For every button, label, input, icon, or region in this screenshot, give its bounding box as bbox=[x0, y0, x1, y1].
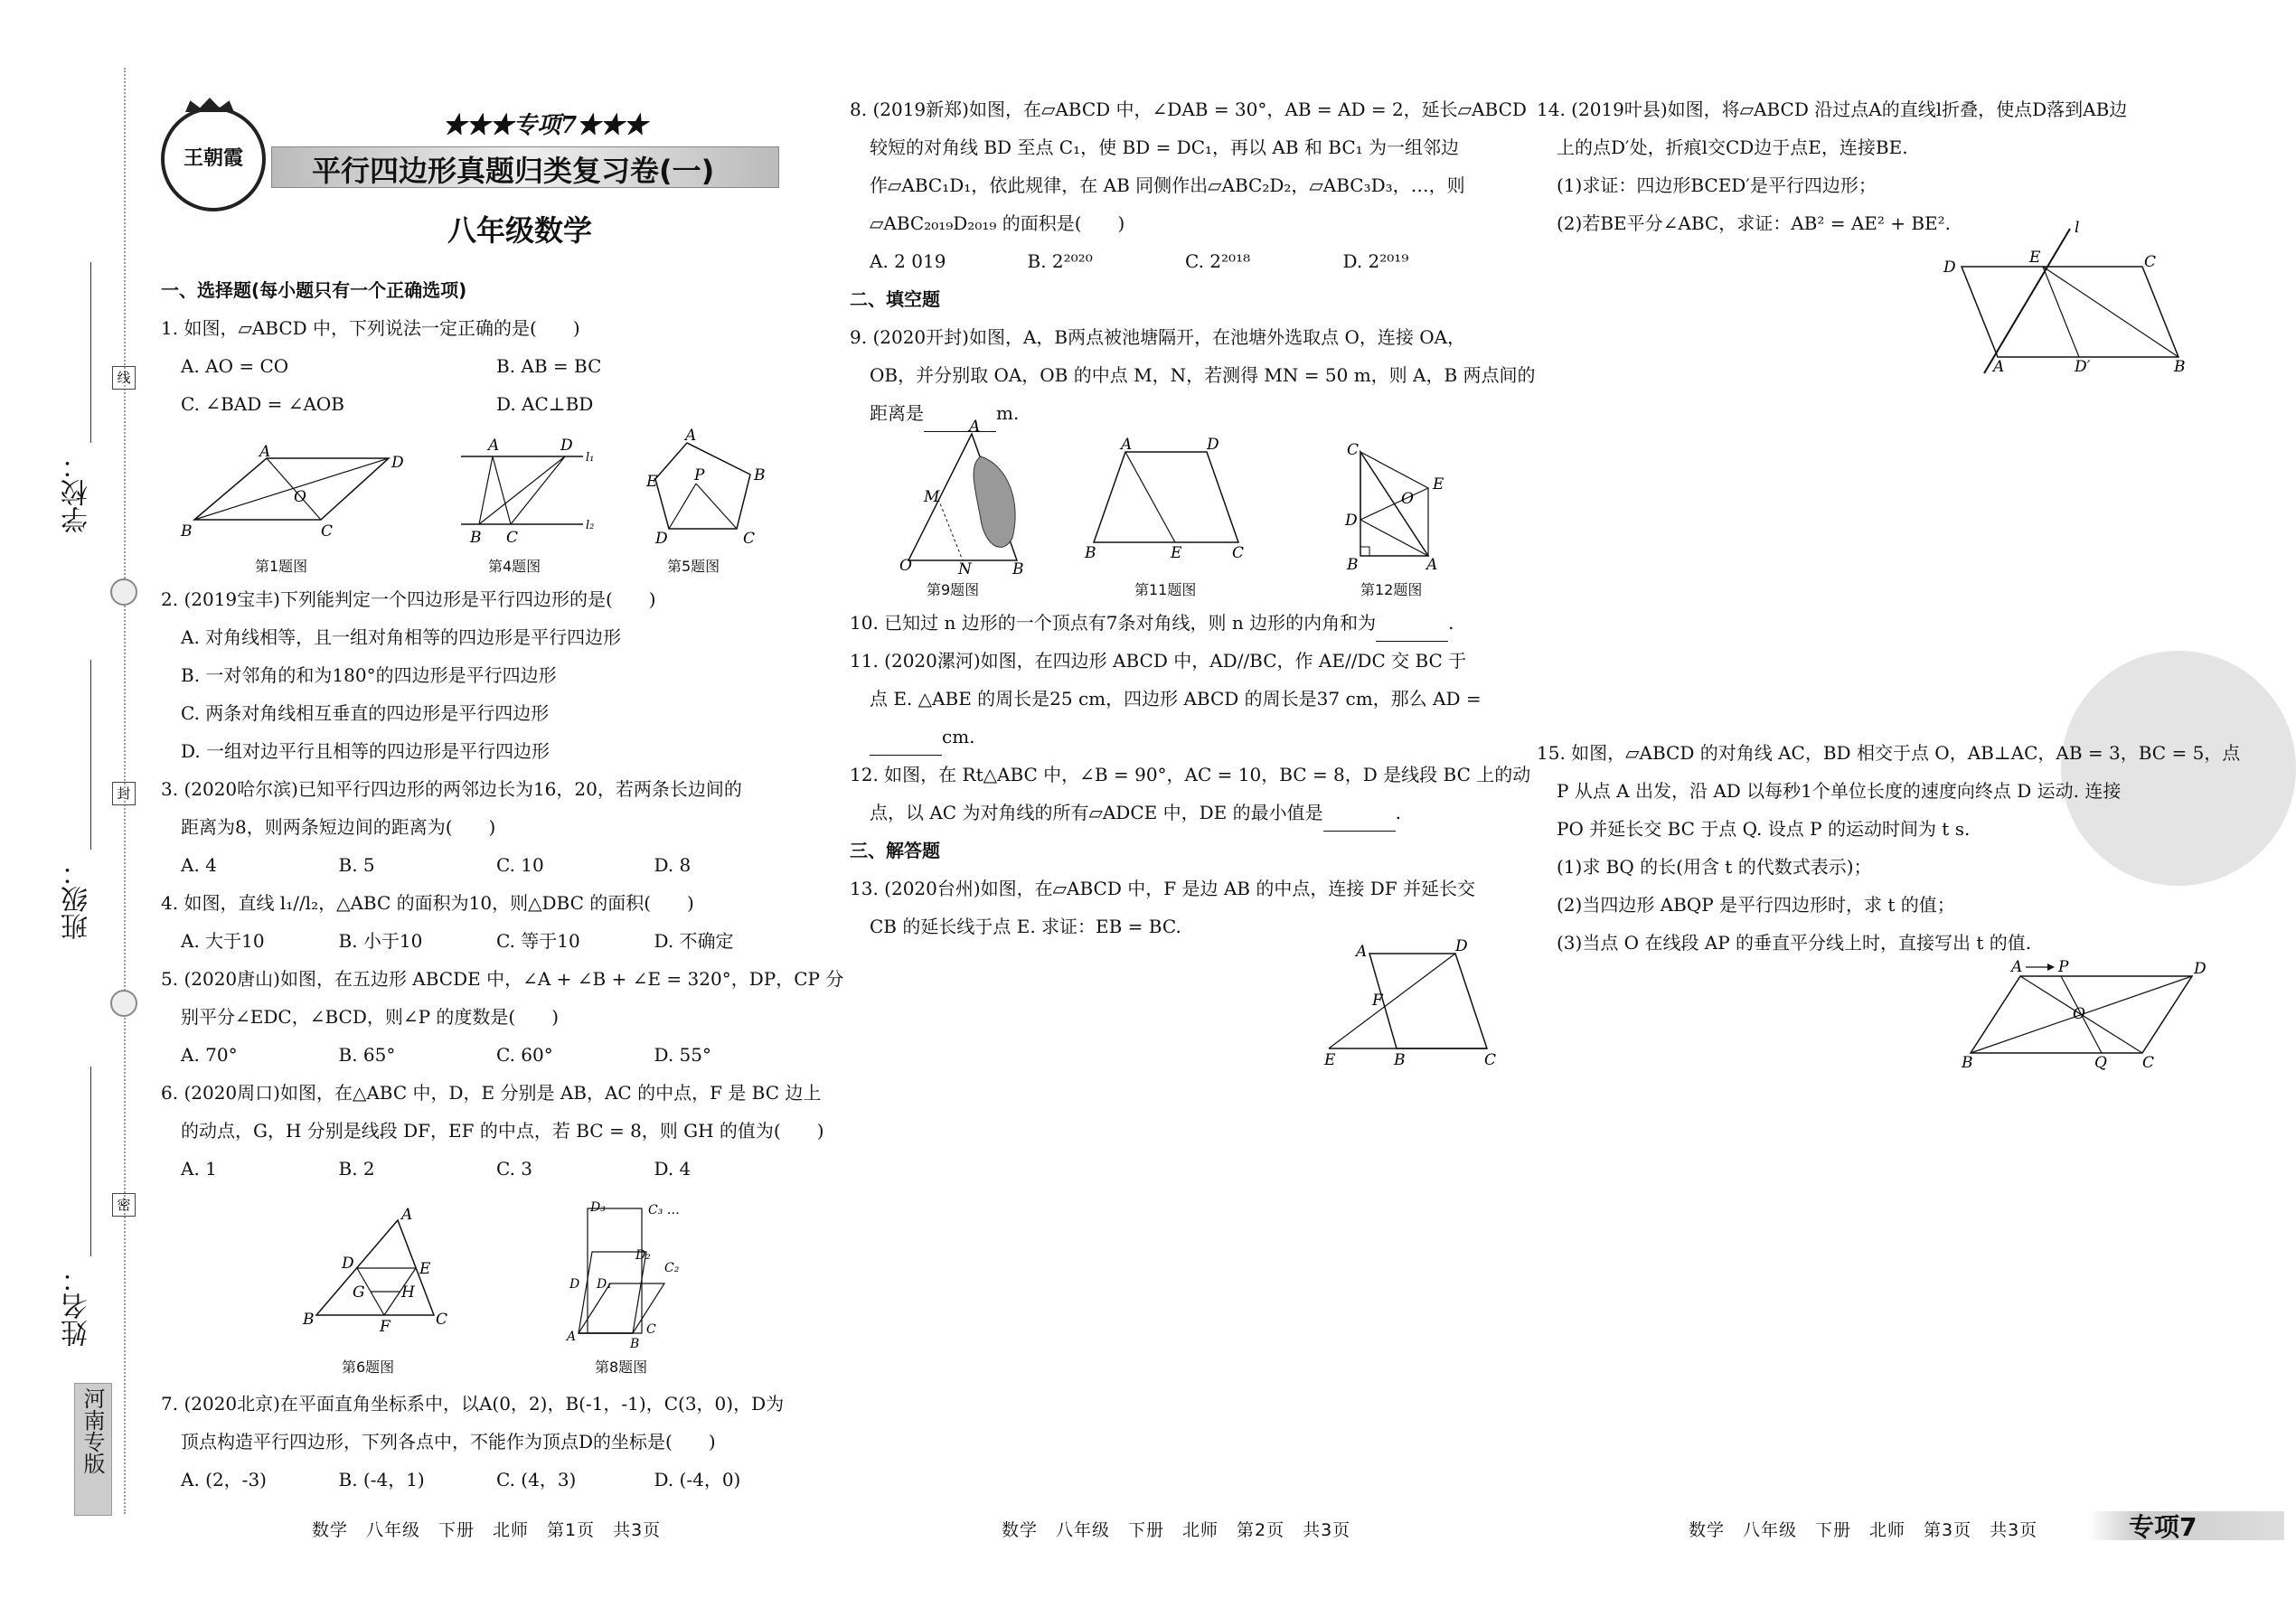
q10-suffix: . bbox=[1448, 612, 1454, 634]
footer-page-3: 数学 八年级 下册 北师 第3页 共3页 bbox=[1689, 1520, 2038, 1540]
name-line bbox=[90, 1067, 91, 1256]
svg-text:P: P bbox=[694, 466, 705, 484]
q4-option-c: C. 等于10 bbox=[496, 930, 580, 952]
q15-line-4: (1)求 BQ 的长(用含 t 的代数式表示)； bbox=[1557, 856, 1872, 878]
q7-line-1: 7. (2020北京)在平面直角坐标系中，以A(0，2)，B(-1，-1)，C(3，0)，D为 bbox=[161, 1393, 785, 1415]
q3-option-b: B. 5 bbox=[338, 854, 375, 876]
q12-line-2 bbox=[850, 794, 1501, 832]
caption-fig12: 第12题图 bbox=[1360, 581, 1423, 598]
q2-option-c: C. 两条对角线相互垂直的四边形是平行四边形 bbox=[181, 702, 550, 724]
svg-text:C₂: C₂ bbox=[664, 1261, 680, 1275]
caption-fig5: 第5题图 bbox=[667, 558, 720, 575]
q6-option-a: A. 1 bbox=[181, 1158, 217, 1180]
svg-text:C: C bbox=[506, 529, 519, 547]
q6-option-c: C. 3 bbox=[496, 1158, 533, 1180]
svg-text:O: O bbox=[899, 557, 912, 575]
svg-text:O: O bbox=[294, 488, 306, 506]
name-label: 姓名： bbox=[61, 1265, 93, 1347]
svg-text:A: A bbox=[401, 1206, 413, 1224]
svg-text:B: B bbox=[1347, 556, 1359, 574]
q15-line-5: (2)当四边形 ABQP 是平行四边形时，求 t 的值； bbox=[1557, 894, 1955, 916]
header-title: 平行四边形真题归类复习卷(一) bbox=[312, 154, 715, 188]
q1-option-a: A. AO = CO bbox=[181, 355, 289, 377]
q5-option-b: B. 65° bbox=[338, 1044, 396, 1066]
svg-text:D: D bbox=[391, 454, 404, 472]
svg-text:C₃ …: C₃ … bbox=[648, 1203, 680, 1217]
q4-option-b: B. 小于10 bbox=[338, 930, 423, 952]
header-badge: ★★★专项7★★★ bbox=[443, 112, 648, 139]
q12-text: 点，以 AC 为对角线的所有▱ADCE 中，DE 的最小值是 bbox=[870, 802, 1323, 823]
edition-badge bbox=[74, 1383, 112, 1516]
figure-q12 bbox=[1342, 438, 1460, 574]
q11-line-2: 点 E. △ABE 的周长是25 cm，四边形 ABCD 的周长是37 cm，那么 AD = bbox=[870, 688, 1482, 710]
svg-text:A: A bbox=[1356, 943, 1368, 961]
q3-option-d: D. 8 bbox=[654, 854, 692, 876]
q9-line-3-suffix: m. bbox=[996, 402, 1020, 424]
svg-text:B: B bbox=[1012, 560, 1024, 578]
svg-text:C: C bbox=[2144, 253, 2157, 271]
svg-text:B: B bbox=[630, 1337, 640, 1351]
figure-q9 bbox=[895, 418, 1030, 578]
footer-page-1: 数学 八年级 下册 北师 第1页 共3页 bbox=[312, 1520, 662, 1540]
q11-line-1: 11. (2020漯河)如图，在四边形 ABCD 中，AD//BC，作 AE//DC 交 BC 于 bbox=[850, 650, 1467, 672]
figure-q11 bbox=[1080, 436, 1252, 562]
q11-answer-blank[interactable] bbox=[870, 737, 942, 756]
q9-line-1: 9. (2020开封)如图，A，B两点被池塘隔开，在池塘外选取点 O，连接 OA， bbox=[850, 326, 1466, 348]
caption-fig1: 第1题图 bbox=[255, 558, 308, 575]
q14-line-2: 上的点D′处，折痕l交CD边于点E，连接BE. bbox=[1557, 136, 1908, 158]
q6-option-d: D. 4 bbox=[654, 1158, 692, 1180]
q8-line-4: ▱ABC₂₀₁₉D₂₀₁₉ 的面积是( ) bbox=[870, 212, 1125, 234]
q8-option-b: B. 2²⁰²⁰ bbox=[1027, 250, 1093, 272]
svg-text:B: B bbox=[303, 1311, 315, 1329]
section-answer: 三、解答题 bbox=[850, 840, 940, 861]
figure-q13 bbox=[1320, 937, 1501, 1069]
svg-text:D: D bbox=[1345, 512, 1358, 530]
svg-text:B: B bbox=[754, 466, 766, 484]
q6-line-1: 6. (2020周口)如图，在△ABC 中，D，E 分别是 AB，AC 的中点，F 是 BC 边上 bbox=[161, 1082, 822, 1104]
svg-text:N: N bbox=[958, 560, 972, 578]
svg-text:O: O bbox=[1401, 490, 1414, 508]
q4-stem: 4. 如图，直线 l₁//l₂，△ABC 的面积为10，则△DBC 的面积( ) bbox=[161, 892, 694, 914]
svg-text:B: B bbox=[1962, 1054, 1973, 1072]
q9-line-2: OB，并分别取 OA，OB 的中点 M，N，若测得 MN = 50 m，则 A，B 两点间的 bbox=[870, 364, 1536, 386]
caption-fig4: 第4题图 bbox=[488, 558, 541, 575]
svg-text:Q: Q bbox=[2094, 1054, 2107, 1072]
q15-line-1: 15. 如图，▱ABCD 的对角线 AC，BD 相交于点 O，AB⊥AC，AB = 3，BC = 5，点 bbox=[1537, 742, 2241, 764]
svg-text:F: F bbox=[380, 1318, 391, 1336]
figure-q5 bbox=[642, 429, 777, 556]
q5-option-d: D. 55° bbox=[654, 1044, 711, 1066]
svg-text:l: l bbox=[2075, 219, 2080, 237]
svg-text:D: D bbox=[1207, 436, 1219, 454]
q3-option-a: A. 4 bbox=[181, 854, 217, 876]
svg-text:D: D bbox=[569, 1277, 580, 1292]
svg-text:E: E bbox=[646, 473, 658, 491]
q3-option-c: C. 10 bbox=[496, 854, 544, 876]
section-choice: 一、选择题(每小题只有一个正确选项) bbox=[161, 279, 467, 301]
q8-option-d: D. 2²⁰¹⁹ bbox=[1342, 250, 1409, 272]
q5-line-2: 别平分∠EDC，∠BCD，则∠P 的度数是( ) bbox=[181, 1006, 560, 1028]
svg-text:G: G bbox=[353, 1283, 365, 1302]
q14-line-4: (2)若BE平分∠ABC，求证：AB² = AE² + BE². bbox=[1557, 212, 1952, 234]
binding-hole-2 bbox=[110, 990, 137, 1017]
q1-option-b: B. AB = BC bbox=[496, 355, 602, 377]
svg-text:C: C bbox=[646, 1322, 656, 1337]
q7-option-b: B. (-4，1) bbox=[338, 1469, 425, 1490]
svg-text:D: D bbox=[342, 1255, 354, 1273]
mark-feng: 封 bbox=[112, 782, 136, 805]
section-fill: 二、填空题 bbox=[850, 288, 940, 310]
svg-text:D₃: D₃ bbox=[590, 1200, 606, 1215]
figure-q15 bbox=[1957, 954, 2207, 1072]
q15-line-3: PO 并延长交 BC 于点 Q. 设点 P 的运动时间为 t s. bbox=[1557, 818, 1971, 840]
edition-text: 河南专版 bbox=[80, 1387, 105, 1474]
svg-text:D: D bbox=[1455, 937, 1468, 955]
q3-line-2: 距离为8，则两条短边间的距离为( ) bbox=[181, 816, 496, 838]
figure-q1 bbox=[176, 443, 411, 565]
q5-line-1: 5. (2020唐山)如图，在五边形 ABCDE 中，∠A + ∠B + ∠E = 320°，DP，CP 分 bbox=[161, 968, 844, 990]
svg-text:A: A bbox=[1426, 556, 1438, 574]
q10-text: 10. 已知过 n 边形的一个顶点有7条对角线，则 n 边形的内角和为 bbox=[850, 612, 1377, 634]
svg-text:A: A bbox=[488, 437, 500, 455]
svg-text:B: B bbox=[181, 522, 193, 541]
svg-text:l₁: l₁ bbox=[586, 451, 595, 465]
svg-text:E: E bbox=[1171, 544, 1182, 562]
svg-text:D: D bbox=[1943, 259, 1956, 277]
svg-text:P: P bbox=[2058, 958, 2069, 976]
svg-text:B: B bbox=[470, 529, 482, 547]
svg-text:D: D bbox=[2194, 960, 2207, 978]
svg-text:D₂: D₂ bbox=[635, 1248, 651, 1263]
svg-text:B: B bbox=[1085, 544, 1096, 562]
q7-option-a: A. (2，-3) bbox=[181, 1469, 267, 1490]
logo-text: 王朝霞 bbox=[183, 146, 243, 170]
q8-option-c: C. 2²⁰¹⁸ bbox=[1185, 250, 1251, 272]
svg-text:H: H bbox=[401, 1283, 415, 1302]
q6-option-b: B. 2 bbox=[338, 1158, 375, 1180]
q12-answer-blank[interactable] bbox=[1323, 813, 1396, 832]
q3-line-1: 3. (2020哈尔滨)已知平行四边形的两邻边长为16，20，若两条长边间的 bbox=[161, 778, 742, 800]
q15-line-6: (3)当点 O 在线段 AP 的垂直平分线上时，直接写出 t 的值. bbox=[1557, 932, 2032, 954]
svg-text:E: E bbox=[419, 1260, 431, 1278]
q2-option-d: D. 一组对边平行且相等的四边形是平行四边形 bbox=[181, 740, 550, 762]
logo bbox=[161, 107, 266, 212]
logo-crown-icon bbox=[185, 98, 234, 112]
q4-option-d: D. 不确定 bbox=[654, 930, 734, 952]
svg-text:A: A bbox=[969, 418, 981, 436]
school-label: 学校： bbox=[61, 452, 93, 533]
q13-line-2: CB 的延长线于点 E. 求证：EB = BC. bbox=[870, 916, 1181, 937]
q12-line-1: 12. 如图，在 Rt△ABC 中，∠B = 90°，AC = 10，BC = 8，D 是线段 BC 上的动 bbox=[850, 764, 1531, 785]
q14-line-3: (1)求证：四边形BCED′是平行四边形； bbox=[1557, 174, 1877, 196]
svg-text:M: M bbox=[924, 488, 940, 506]
school-line bbox=[90, 262, 91, 443]
footer-tag: 专项7 bbox=[2129, 1512, 2197, 1542]
q12-suffix: . bbox=[1395, 802, 1401, 823]
q1-option-d: D. AC⊥BD bbox=[496, 393, 594, 415]
q15-line-2: P 从点 A 出发，沿 AD 以每秒1个单位长度的速度向终点 D 运动. 连接 bbox=[1557, 780, 2122, 802]
figure-q14 bbox=[1934, 221, 2197, 375]
svg-text:C: C bbox=[1347, 441, 1360, 459]
svg-text:C: C bbox=[1232, 544, 1245, 562]
q7-option-c: C. (4，3) bbox=[496, 1469, 577, 1490]
q2-option-b: B. 一对邻角的和为180°的四边形是平行四边形 bbox=[181, 664, 557, 686]
figure-q8 bbox=[565, 1198, 701, 1351]
q1-option-c: C. ∠BAD = ∠AOB bbox=[181, 393, 345, 415]
q13-line-1: 13. (2020台州)如图，在▱ABCD 中，F 是边 AB 的中点，连接 DF 并延长交 bbox=[850, 878, 1475, 899]
q10-line bbox=[850, 604, 1501, 642]
footer-page-2: 数学 八年级 下册 北师 第2页 共3页 bbox=[1002, 1520, 1351, 1540]
svg-text:C: C bbox=[321, 522, 334, 541]
svg-text:E: E bbox=[1433, 475, 1444, 494]
svg-text:D′: D′ bbox=[2075, 358, 2091, 376]
svg-text:C: C bbox=[1484, 1051, 1497, 1069]
svg-text:B: B bbox=[1394, 1051, 1406, 1069]
q11-suffix: cm. bbox=[942, 726, 975, 747]
svg-text:l₂: l₂ bbox=[586, 519, 595, 532]
svg-text:A: A bbox=[1121, 436, 1133, 454]
svg-text:B: B bbox=[2174, 358, 2186, 376]
svg-text:D₁: D₁ bbox=[597, 1277, 612, 1292]
class-line bbox=[90, 660, 91, 850]
svg-text:E: E bbox=[1324, 1051, 1336, 1069]
q5-option-a: A. 70° bbox=[181, 1044, 238, 1066]
figure-q4 bbox=[452, 434, 606, 556]
q10-answer-blank[interactable] bbox=[1376, 623, 1448, 642]
svg-text:E: E bbox=[2029, 249, 2041, 267]
q8-line-2: 较短的对角线 BD 至点 C₁，使 BD = DC₁，再以 AB 和 BC₁ 为一组邻边 bbox=[870, 136, 1460, 158]
svg-text:A: A bbox=[685, 427, 697, 445]
binding-hole-1 bbox=[110, 578, 137, 606]
caption-fig6: 第6题图 bbox=[342, 1358, 395, 1376]
q5-option-c: C. 60° bbox=[496, 1044, 553, 1066]
q8-line-3: 作▱ABC₁D₁，依此规律，在 AB 同侧作出▱ABC₂D₂，▱ABC₃D₃，…，则 bbox=[870, 174, 1465, 196]
q11-line-3 bbox=[850, 718, 1501, 756]
figure-q6 bbox=[298, 1206, 452, 1336]
caption-fig9: 第9题图 bbox=[927, 581, 980, 598]
q6-line-2: 的动点，G，H 分别是线段 DF，EF 的中点，若 BC = 8，则 GH 的值为( ) bbox=[181, 1120, 824, 1142]
svg-text:C: C bbox=[743, 530, 756, 548]
svg-text:A: A bbox=[1993, 358, 2005, 376]
page-subtitle: 八年级数学 bbox=[447, 213, 593, 248]
q4-option-a: A. 大于10 bbox=[181, 930, 265, 952]
svg-text:C: C bbox=[436, 1311, 448, 1329]
svg-text:D: D bbox=[560, 437, 573, 455]
svg-text:A: A bbox=[567, 1330, 577, 1344]
svg-text:C: C bbox=[2142, 1054, 2155, 1072]
q9-line-3-prefix: 距离是 bbox=[870, 402, 924, 424]
q2-stem: 2. (2019宝丰)下列能判定一个四边形是平行四边形的是( ) bbox=[161, 588, 656, 610]
class-label: 班级： bbox=[61, 859, 93, 940]
caption-fig8: 第8题图 bbox=[595, 1358, 648, 1376]
q7-option-d: D. (-4，0) bbox=[654, 1469, 741, 1490]
mark-xian: 线 bbox=[112, 366, 136, 390]
q7-line-2: 顶点构造平行四边形，下列各点中，不能作为顶点D的坐标是( ) bbox=[181, 1431, 716, 1452]
q14-line-1: 14. (2019叶县)如图，将▱ABCD 沿过点A的直线l折叠，使点D落到AB边 bbox=[1537, 99, 2128, 120]
caption-fig11: 第11题图 bbox=[1134, 581, 1197, 598]
svg-text:F: F bbox=[1372, 992, 1383, 1010]
svg-text:A: A bbox=[259, 443, 271, 461]
q8-option-a: A. 2 019 bbox=[870, 250, 946, 272]
q2-option-a: A. 对角线相等，且一组对角相等的四边形是平行四边形 bbox=[181, 626, 622, 648]
q8-line-1: 8. (2019新郑)如图，在▱ABCD 中，∠DAB = 30°，AB = AD = 2，延长▱ABCD bbox=[850, 99, 1527, 120]
svg-text:D: D bbox=[655, 530, 668, 548]
q1-stem: 1. 如图，▱ABCD 中，下列说法一定正确的是( ) bbox=[161, 317, 580, 339]
column-1 bbox=[161, 271, 812, 423]
mark-mi: 密 bbox=[112, 1193, 136, 1217]
svg-text:A: A bbox=[2011, 958, 2023, 976]
svg-text:O: O bbox=[2073, 1005, 2085, 1023]
